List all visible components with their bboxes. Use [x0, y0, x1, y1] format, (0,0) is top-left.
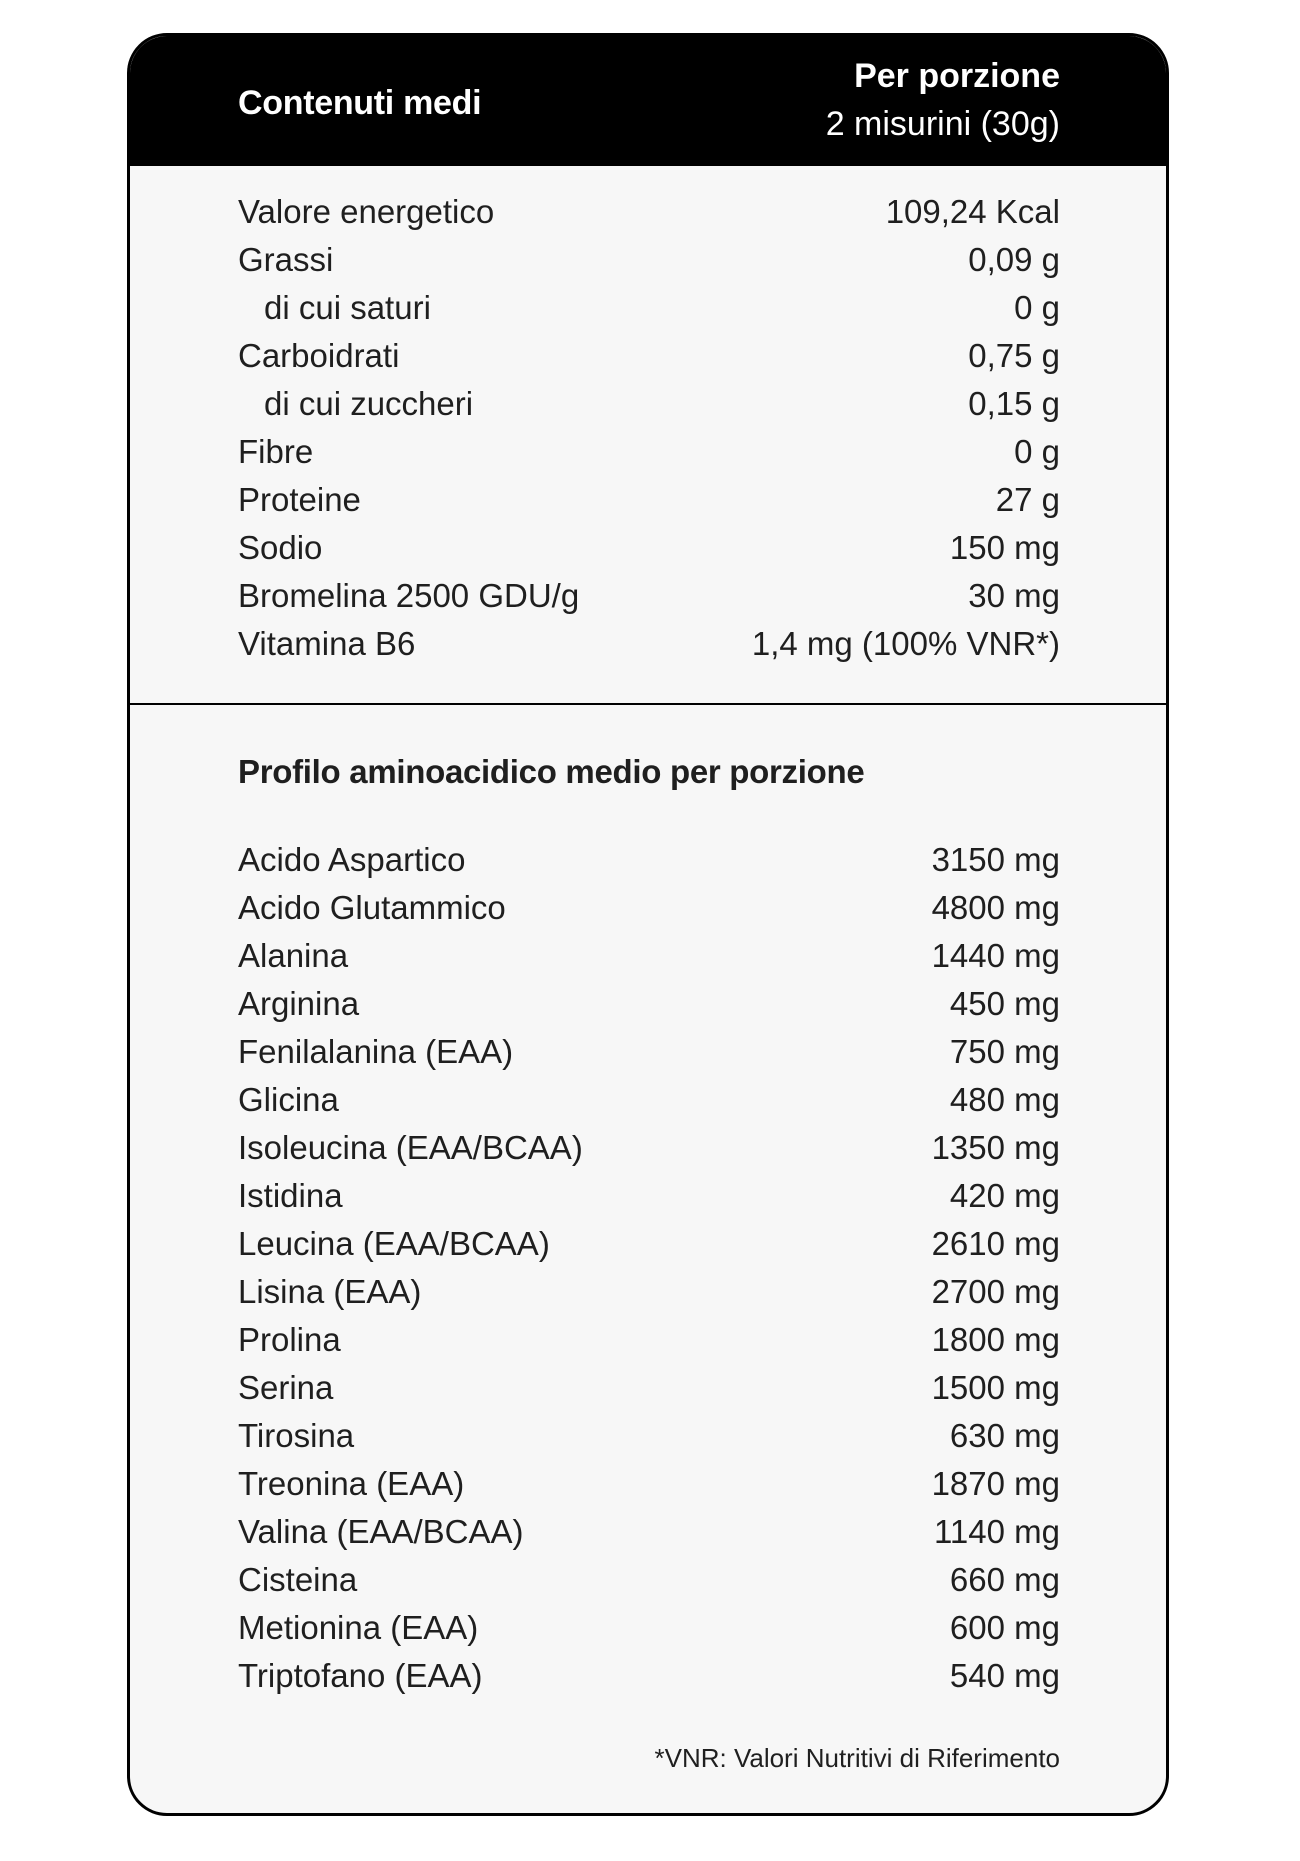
header-left-label: Contenuti medi	[238, 84, 482, 122]
row-label: Cisteina	[238, 1561, 358, 1598]
table-row	[238, 836, 1060, 884]
table-row	[238, 1460, 1060, 1508]
amino-section-title: Profilo aminoacidico medio per porzione	[238, 753, 865, 790]
row-label: Lisina (EAA)	[238, 1273, 422, 1310]
table-row	[238, 428, 1060, 476]
table-row	[238, 572, 1060, 620]
table-row	[238, 1316, 1060, 1364]
table-row	[238, 1508, 1060, 1556]
row-label: Treonina (EAA)	[238, 1465, 465, 1502]
table-row	[238, 932, 1060, 980]
row-label: Acido Aspartico	[238, 841, 466, 878]
row-label: Serina	[238, 1369, 334, 1406]
table-row	[238, 1268, 1060, 1316]
header-right-subtitle: 2 misurini (30g)	[825, 105, 1060, 143]
row-label: Leucina (EAA/BCAA)	[238, 1225, 550, 1262]
table-row	[238, 1652, 1060, 1700]
table-header	[130, 36, 1166, 166]
table-row	[238, 1604, 1060, 1652]
table-row	[238, 1220, 1060, 1268]
row-label: Vitamina B6	[238, 625, 416, 662]
row-label: Arginina	[238, 985, 360, 1022]
row-value: 0 g	[1014, 433, 1060, 470]
row-value: 150 mg	[949, 529, 1060, 566]
table-row	[238, 1124, 1060, 1172]
row-value: 0,15 g	[968, 385, 1060, 422]
row-value: 540 mg	[949, 1657, 1060, 1694]
nutrition-list	[238, 188, 1060, 668]
row-label: Fibre	[238, 433, 314, 470]
table-row	[238, 1028, 1060, 1076]
row-value: 420 mg	[949, 1177, 1060, 1214]
row-value: 1440 mg	[931, 937, 1060, 974]
row-value: 2610 mg	[931, 1225, 1060, 1262]
row-label: Alanina	[238, 937, 349, 974]
row-label: Isoleucina (EAA/BCAA)	[238, 1129, 583, 1166]
row-value: 1350 mg	[931, 1129, 1060, 1166]
table-row	[238, 1556, 1060, 1604]
row-value: 660 mg	[949, 1561, 1060, 1598]
row-label: Fenilalanina (EAA)	[238, 1033, 514, 1070]
table-row	[238, 188, 1060, 236]
row-value: 3150 mg	[931, 841, 1060, 878]
row-value: 1,4 mg (100% VNR*)	[751, 625, 1060, 662]
table-row	[238, 284, 1060, 332]
row-label: Proteine	[238, 481, 361, 518]
row-value: 4800 mg	[931, 889, 1060, 926]
table-row	[238, 236, 1060, 284]
section-divider	[130, 703, 1166, 705]
row-value: 1870 mg	[931, 1465, 1060, 1502]
row-value: 0 g	[1014, 289, 1060, 326]
row-label: Prolina	[238, 1321, 341, 1358]
row-value: 750 mg	[949, 1033, 1060, 1070]
header-right-title: Per porzione	[854, 57, 1060, 95]
row-label: di cui saturi	[264, 289, 431, 326]
row-value: 630 mg	[949, 1417, 1060, 1454]
row-value: 2700 mg	[931, 1273, 1060, 1310]
table-row	[238, 1076, 1060, 1124]
row-value: 600 mg	[949, 1609, 1060, 1646]
row-value: 1800 mg	[931, 1321, 1060, 1358]
table-row	[238, 1412, 1060, 1460]
table-row	[238, 380, 1060, 428]
row-label: Metionina (EAA)	[238, 1609, 479, 1646]
row-label: Grassi	[238, 241, 334, 278]
row-label: Carboidrati	[238, 337, 400, 374]
row-label: Bromelina 2500 GDU/g	[238, 577, 580, 614]
row-label: Triptofano (EAA)	[238, 1657, 483, 1694]
table-row	[238, 1364, 1060, 1412]
table-row	[238, 476, 1060, 524]
row-label: di cui zuccheri	[264, 385, 474, 422]
row-label: Glicina	[238, 1081, 339, 1118]
row-label: Acido Glutammico	[238, 889, 506, 926]
row-label: Valore energetico	[238, 193, 495, 230]
row-value: 109,24 Kcal	[885, 193, 1060, 230]
nutrition-label-card	[127, 33, 1169, 1816]
amino-list	[238, 836, 1060, 1700]
table-row	[238, 1172, 1060, 1220]
row-value: 0,75 g	[968, 337, 1060, 374]
row-label: Sodio	[238, 529, 323, 566]
row-value: 0,09 g	[968, 241, 1060, 278]
row-value: 1500 mg	[931, 1369, 1060, 1406]
row-value: 27 g	[995, 481, 1060, 518]
table-row	[238, 884, 1060, 932]
row-label: Valina (EAA/BCAA)	[238, 1513, 524, 1550]
table-row	[238, 980, 1060, 1028]
row-value: 480 mg	[949, 1081, 1060, 1118]
row-value: 30 mg	[968, 577, 1060, 614]
footnote: *VNR: Valori Nutritivi di Riferimento	[654, 1743, 1060, 1773]
row-label: Tirosina	[238, 1417, 355, 1454]
row-label: Istidina	[238, 1177, 343, 1214]
row-value: 450 mg	[949, 985, 1060, 1022]
header-right	[826, 52, 1060, 148]
row-value: 1140 mg	[934, 1513, 1060, 1550]
table-row	[238, 620, 1060, 668]
table-row	[238, 524, 1060, 572]
table-row	[238, 332, 1060, 380]
